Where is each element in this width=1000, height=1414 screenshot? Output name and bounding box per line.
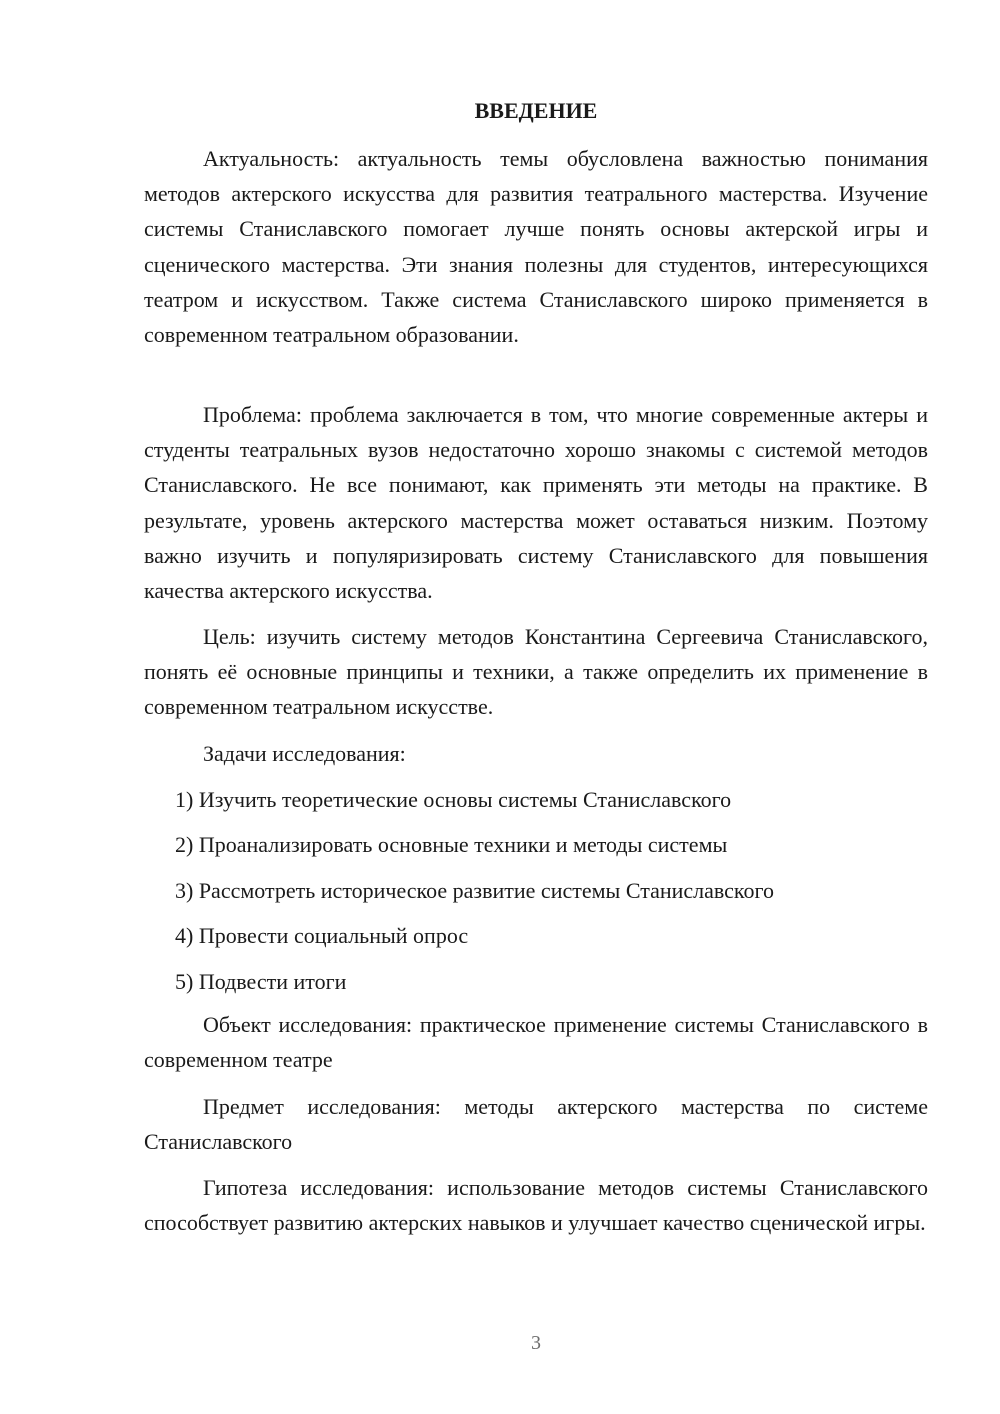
- paragraph-goal: Цель: изучить систему методов Константина Сергеевича Станиславского, понять её основные принципы и техники, а также определить их применение в современном театральном искусстве.: [144, 624, 928, 720]
- paragraph-object: Объект исследования: практическое применение системы Станиславского в современном театре: [144, 1012, 928, 1073]
- list-item: 3) Рассмотреть историческое развитие системы Станиславского: [175, 877, 774, 903]
- tasks-list: [175, 782, 935, 1009]
- paragraph-problem: Проблема: проблема заключается в том, что многие современные актеры и студенты театральных вузов недостаточно хорошо знакомы с системой методов Станиславского. Не все понимают, как применять эти методы на практике. В результате, уровень актерского мастерства может оставаться низким. Поэтому важно изучить и популяризировать систему Станиславского для повышения качества актерского искусства.: [144, 402, 928, 604]
- list-item: 1) Изучить теоретические основы системы Станиславского: [175, 787, 732, 812]
- paragraph-relevance: Актуальность: актуальность темы обусловлена важностью понимания методов актерского искусства для развития театрального мастерства. Изучение системы Станиславского помогает лучше понять основы актерской игры и сценического мастерства. Эти знания полезны для студентов, интересующихся театром и искусством. Также система Станиславского широко применяется в современном театральном образовании.: [144, 146, 928, 348]
- tasks-heading: Задачи исследования:: [203, 741, 406, 766]
- paragraph-hypothesis: Гипотеза исследования: использование методов системы Станиславского способствует развитию актерских навыков и улучшает качество сценической игры.: [144, 1175, 928, 1236]
- paragraph-subject: Предмет исследования: методы актерского мастерства по системе Станиславского: [144, 1094, 928, 1155]
- page-title: ВВЕДЕНИЕ: [474, 98, 598, 123]
- list-item: 2) Проанализировать основные техники и методы системы: [175, 832, 728, 858]
- page-number: 3: [531, 1332, 541, 1354]
- list-item: 5) Подвести итоги: [175, 968, 347, 994]
- list-item: 4) Провести социальный опрос: [175, 923, 469, 949]
